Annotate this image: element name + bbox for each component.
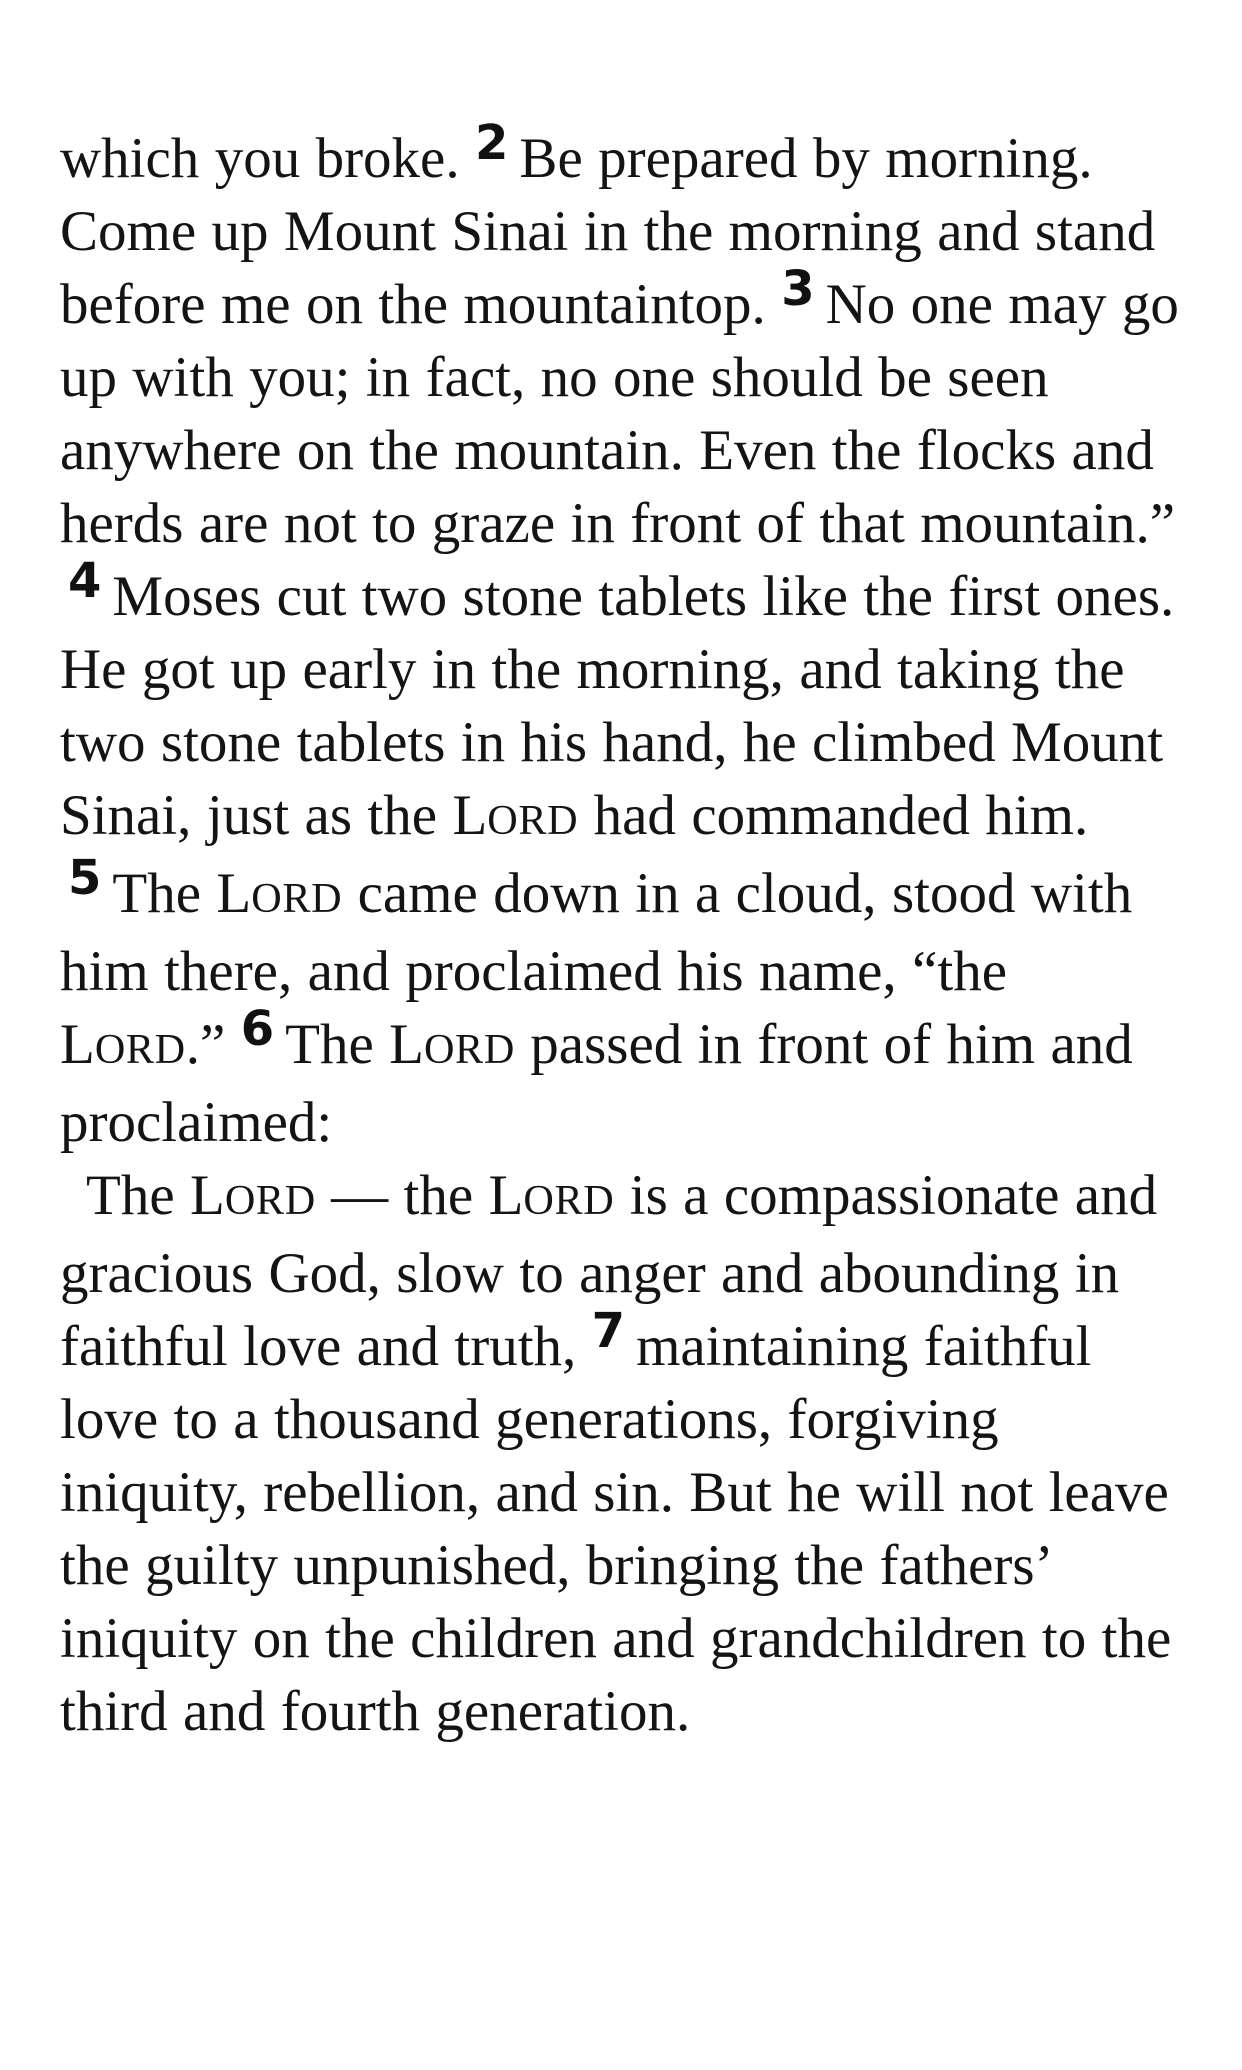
verse-number: 6 bbox=[240, 1001, 274, 1057]
divine-name-small-caps: LORD bbox=[216, 862, 343, 925]
verse-number: 7 bbox=[591, 1303, 625, 1359]
divine-name-small-caps: LORD bbox=[190, 1164, 316, 1227]
divine-name-small-caps-tail: ORD bbox=[251, 875, 343, 922]
scripture-paragraph-verse-4: $^4$ Moses cut two stone tablets like the first ones. He got up early in the morning, and taking the two stone tablets in his hand, he climbed Mount Sinai, just as the LORD had commanded him. bbox=[60, 553, 1175, 847]
divine-name-small-caps-tail: ORD bbox=[94, 1026, 186, 1073]
divine-name-small-caps-tail: ORD bbox=[423, 1026, 515, 1073]
scripture-paragraph-verses-2-3: which you broke. $^2$ Be prepared by morning. Come up Mount Sinai in the morning and stand before me on the mountaintop. $^3$ No one may go up with you; in fact, no one should be seen anywhere on the mountain. Even the flocks and herds are not to graze in front of that mountain.” bbox=[60, 115, 1179, 555]
verse-number: 2 bbox=[475, 115, 508, 171]
scripture-paragraph-verses-6b-7: The LORD — the LORD is a compassionate and gracious God, slow to anger and abounding in faithful love and truth, $^7$ maintaining faithful love to a thousand generations, forgiving iniquity, rebellion, and sin. But he will not leave the guilty unpunished, bringing the fathers’ iniquity on the children and grandchildren to the third and fourth generation. bbox=[60, 1164, 1172, 1743]
divine-name-small-caps-tail: ORD bbox=[487, 797, 579, 844]
divine-name-small-caps-tail: ORD bbox=[224, 1177, 316, 1224]
divine-name-small-caps: LORD bbox=[60, 1013, 186, 1076]
verse-number: 3 bbox=[781, 261, 814, 317]
divine-name-small-caps-tail: ORD bbox=[523, 1177, 615, 1224]
verse-number: 4 bbox=[68, 553, 101, 609]
verse-number: 5 bbox=[68, 850, 101, 906]
divine-name-small-caps: LORD bbox=[389, 1013, 515, 1076]
divine-name-small-caps: LORD bbox=[452, 784, 579, 847]
divine-name-small-caps: LORD bbox=[488, 1164, 615, 1227]
scripture-paragraph-verses-5-6: $^5$ The LORD came down in a cloud, stood with him there, and proclaimed his name, “the LORD.” $^6$ The LORD passed in front of him and proclaimed: bbox=[60, 850, 1133, 1154]
